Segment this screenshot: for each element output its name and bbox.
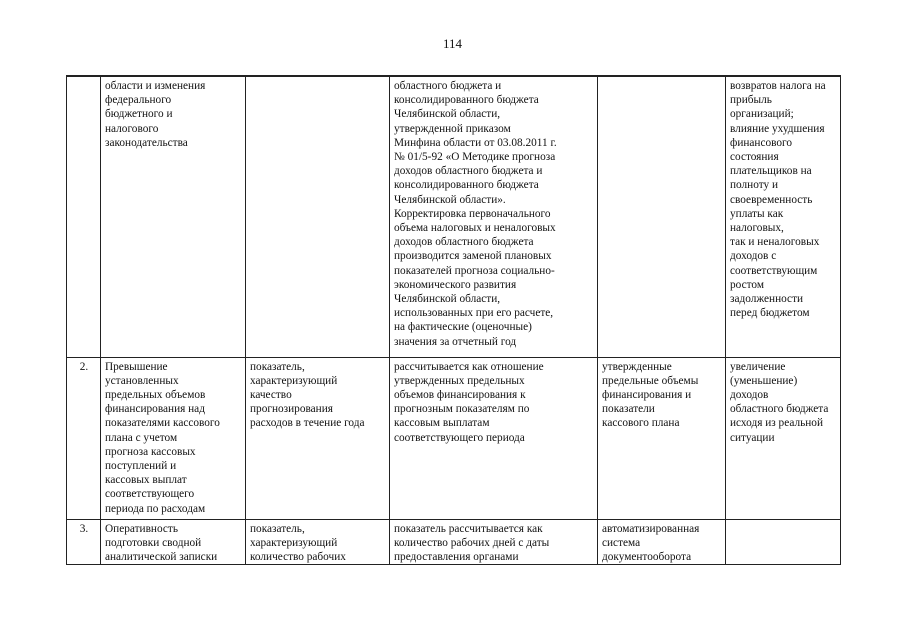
row-number-cell [67, 357, 101, 519]
data-source: утвержденные предельные объемы финансирования и показатели кассового плана [602, 360, 699, 430]
data-source-cell [598, 76, 726, 357]
indicator-name: Оперативность подготовки сводной аналитической записки [105, 522, 218, 563]
indicator-meaning-cell [246, 76, 390, 357]
row-number: 3. [79, 522, 89, 535]
indicator-name: Превышение установленных предельных объемов финансирования над показателями кассового плана с учетом прогноза кассовых поступлений и кассовых выплат соответствующего периода по расходам [105, 360, 220, 515]
row-number-cell [67, 76, 101, 357]
indicator-name-cell [101, 76, 246, 357]
row-number: 2. [79, 360, 89, 373]
indicator-meaning: показатель, характеризующий качество прогнозирования расходов в течение года [250, 360, 365, 430]
indicator-name: области и изменения федерального бюджетного и налогового законодательства [105, 80, 206, 149]
table-row [67, 357, 841, 519]
data-source-cell [598, 357, 726, 519]
data-source-cell [598, 519, 726, 565]
indicator-meaning-cell [246, 357, 390, 519]
indicator-meaning: показатель, характеризующий количество рабочих [250, 522, 346, 563]
indicator-name-cell [101, 519, 246, 565]
calculation-method: рассчитывается как отношение утвержденных предельных объемов финансирования к прогнозным показателям по кассовым выплатам соответствующего периода [394, 360, 544, 444]
calculation-method-cell [390, 357, 598, 519]
risk-factors: увеличение (уменьшение) доходов областного бюджета исходя из реальной ситуации [730, 360, 829, 444]
risk-factors-cell [726, 519, 841, 565]
indicator-name-cell [101, 357, 246, 519]
table-row [67, 76, 841, 357]
risk-factors-cell [726, 357, 841, 519]
row-number-cell [67, 519, 101, 565]
risk-factors: возвратов налога на прибыль организаций; влияние ухудшения финансового состояния плательщиков на полноту и своевременность уплаты как налоговых, так и неналоговых доходов с соответствующим ростом задолженности перед бюджетом [730, 80, 826, 320]
calculation-method-cell [390, 76, 598, 357]
indicator-meaning-cell [246, 519, 390, 565]
calculation-method-cell [390, 519, 598, 565]
calculation-method: областного бюджета и консолидированного бюджета Челябинской области, утвержденной приказом Минфина области от 03.08.2011 г. № 01/5-92 «О Методике прогноза доходов областного бюджета и консолидированного бюджета Челябинской области». Корректировка первоначального объема налоговых и неналоговых доходов областного бюджета производится заменой плановых показателей прогноза социально- экономического развития Челябинской области, использованных при его расчете, на фактические (оценочные) значения за отчетный год [394, 80, 557, 348]
indicators-table [66, 75, 841, 565]
calculation-method: показатель рассчитывается как количество рабочих дней с даты предоставления органами [394, 522, 550, 563]
risk-factors-cell [726, 76, 841, 357]
table-row [67, 519, 841, 565]
page-number: 114 [442, 36, 463, 51]
data-source: автоматизированная система документооборота [602, 522, 700, 563]
